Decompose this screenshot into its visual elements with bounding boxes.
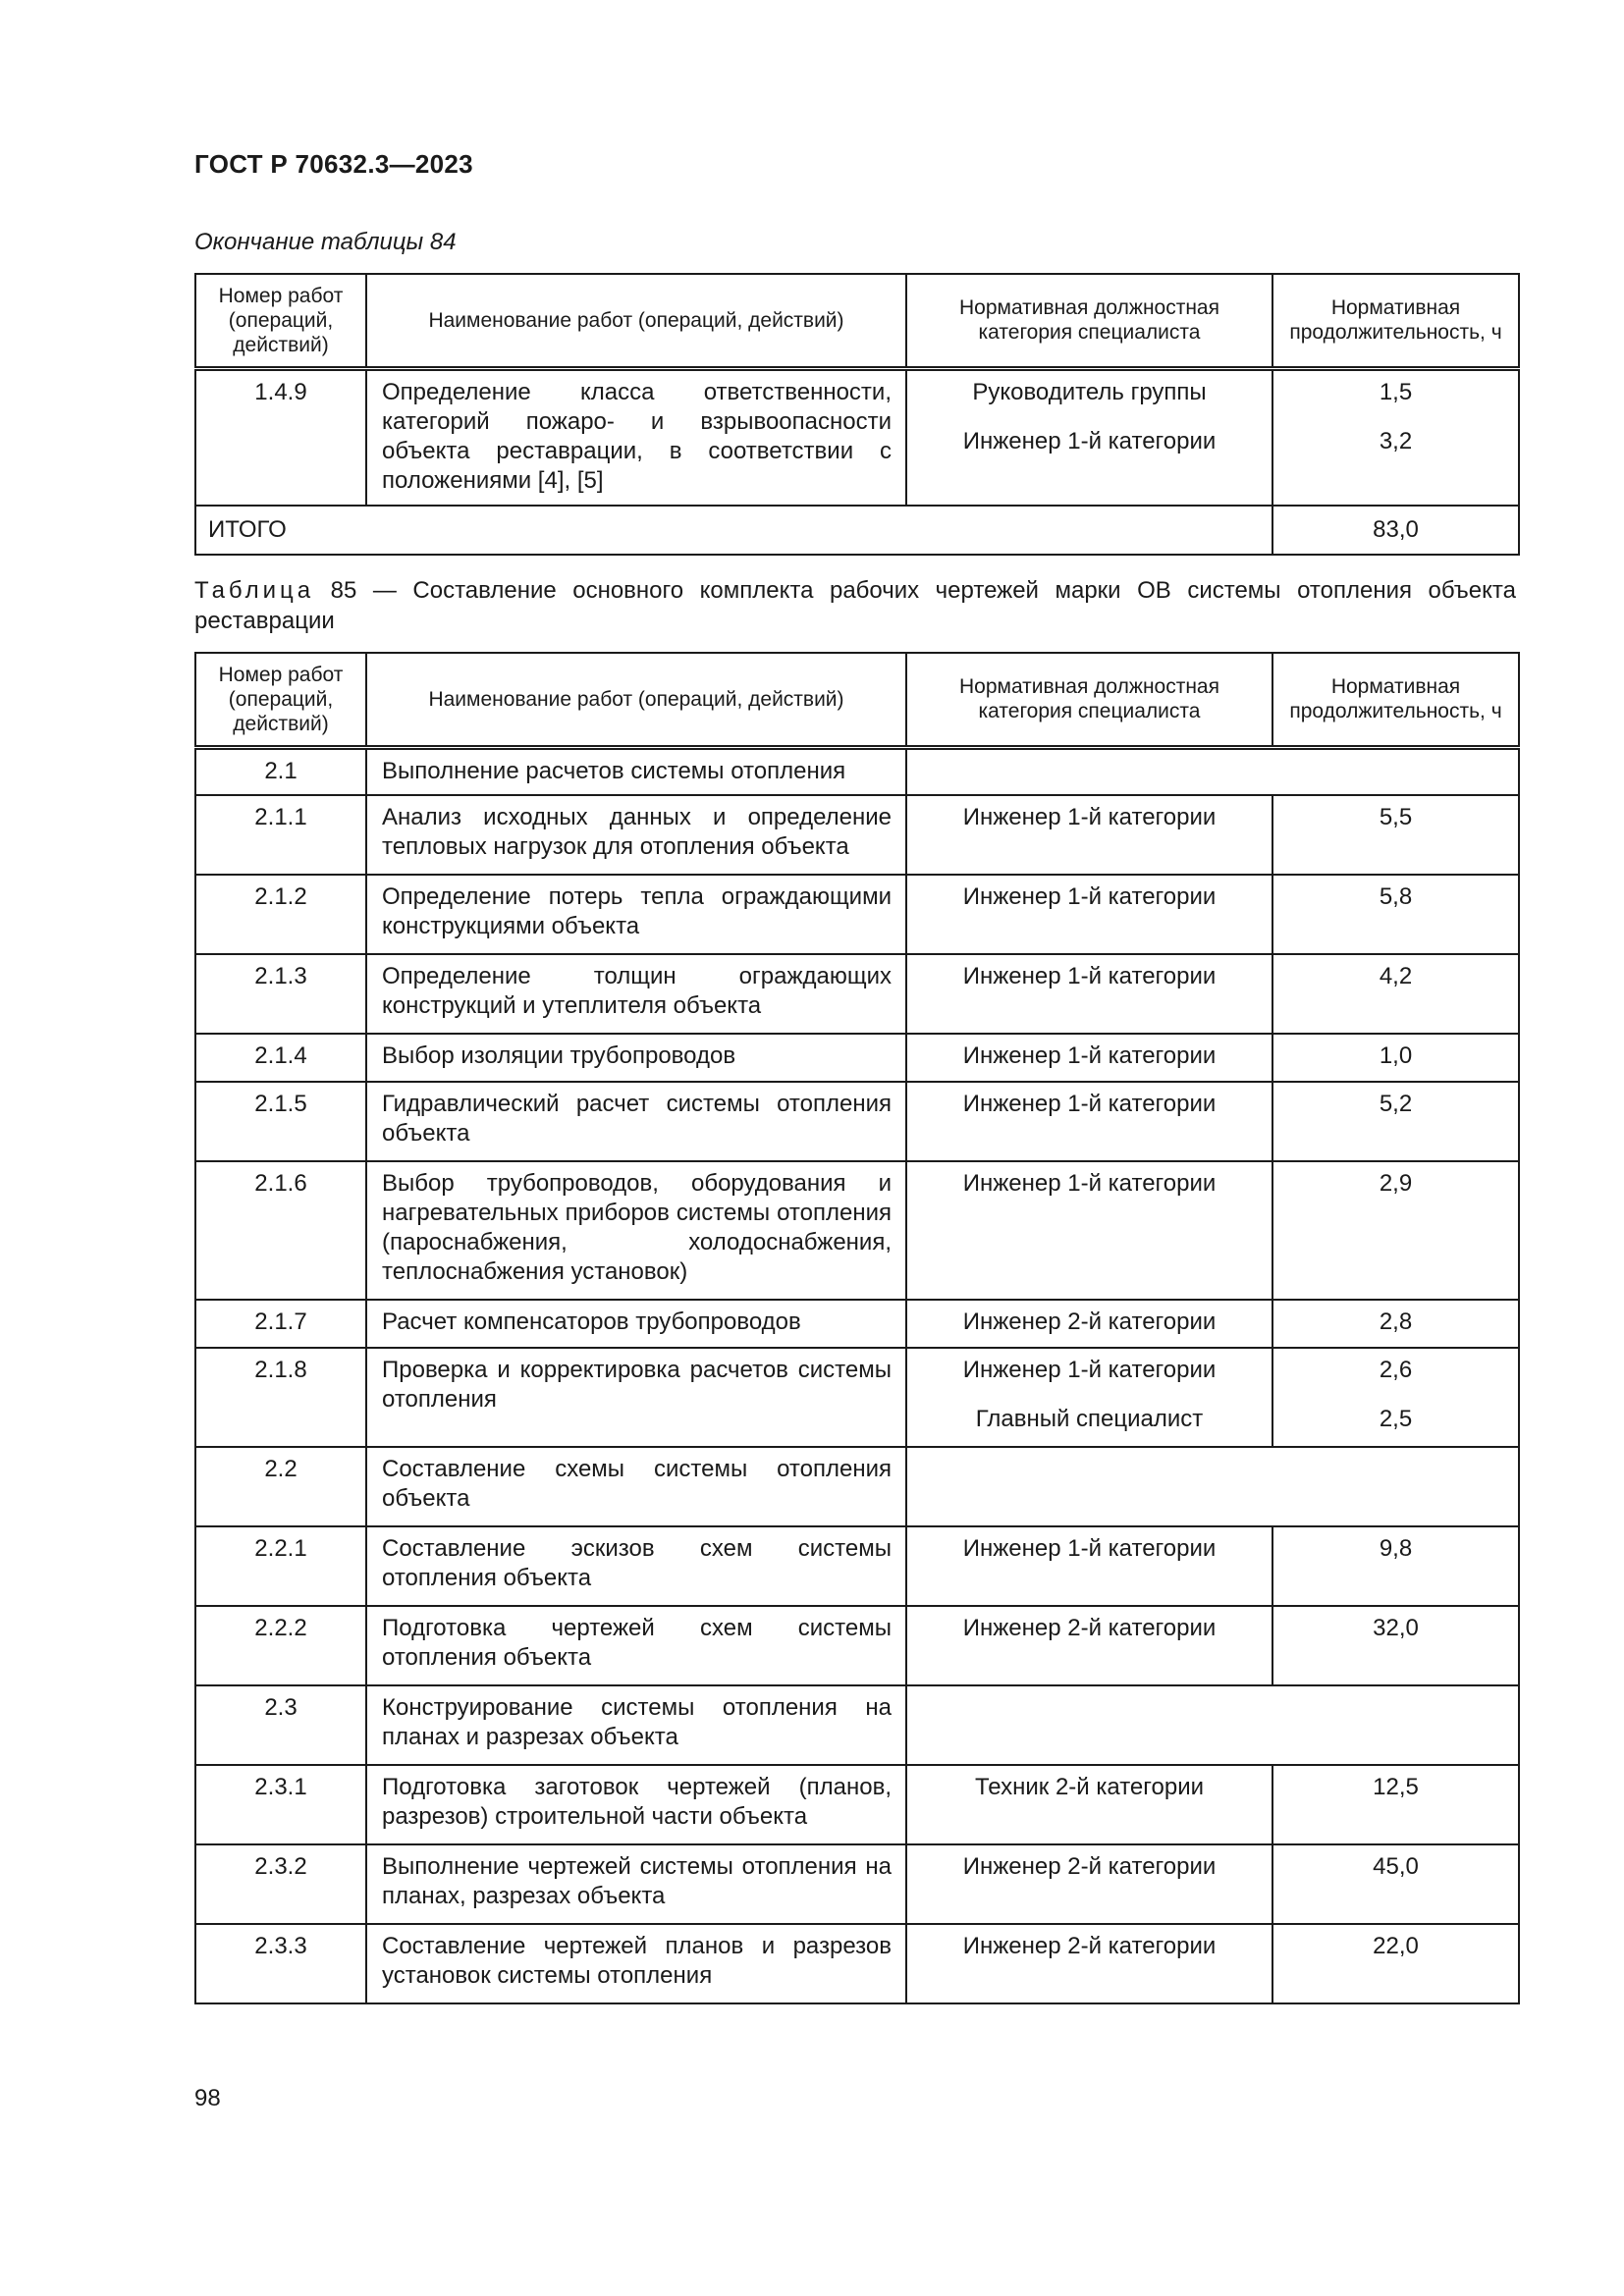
row-category [906, 954, 1272, 1034]
document-code: ГОСТ Р 70632.3—2023 [194, 149, 473, 179]
duration-line: 22,0 [1373, 1933, 1419, 1959]
category-line: Инженер 2-й категории [962, 1853, 1217, 1880]
table-row [195, 1606, 1519, 1685]
row-name: Расчет компенсаторов трубопроводов [366, 1300, 906, 1348]
row-duration [1272, 795, 1519, 875]
total-value: 83,0 [1272, 506, 1519, 555]
duration-line: 4,2 [1379, 963, 1413, 989]
duration-line: 2,6 [1379, 1357, 1413, 1383]
col-header-name: Наименование работ (операций, действий) [366, 274, 906, 368]
row-duration [1272, 1765, 1519, 1844]
category-line: Инженер 1-й категории [962, 1170, 1217, 1197]
duration-line: 3,2 [1379, 427, 1413, 454]
table-row [195, 368, 1519, 506]
row-name: Подготовка заготовок чертежей (планов, разрезов) строительной части объекта [366, 1765, 906, 1844]
table-85-body [195, 747, 1519, 2003]
page-number: 98 [194, 2085, 221, 2111]
row-category [906, 1844, 1272, 1924]
row-category [906, 1606, 1272, 1685]
table-row [195, 1300, 1519, 1348]
row-category [906, 1161, 1272, 1300]
total-label: ИТОГО [195, 506, 1272, 555]
table-row [195, 1348, 1519, 1447]
table-85-header-row [195, 653, 1519, 747]
table-row [195, 795, 1519, 875]
duration-line: 32,0 [1373, 1615, 1419, 1641]
section-empty-cell [906, 1685, 1519, 1765]
row-category [906, 1034, 1272, 1082]
category-line: Инженер 1-й категории [962, 804, 1217, 830]
section-empty-cell [906, 747, 1519, 795]
table-row [195, 1924, 1519, 2003]
table-row [195, 1844, 1519, 1924]
table-label: Таблица [194, 577, 315, 604]
row-name: Выполнение расчетов системы отопления [366, 747, 906, 795]
row-number: 2.2.2 [195, 1606, 366, 1685]
row-category [906, 1300, 1272, 1348]
row-duration [1272, 1844, 1519, 1924]
col-header-duration: Нормативная продолжительность, ч [1272, 653, 1519, 747]
table-row [195, 1161, 1519, 1300]
row-name: Гидравлический расчет системы отопления объекта [366, 1082, 906, 1161]
duration-line: 5,5 [1379, 804, 1413, 830]
category-line: Инженер 2-й категории [962, 1615, 1217, 1641]
row-duration [1272, 1300, 1519, 1348]
row-name: Конструирование системы отопления на планах и разрезах объекта [366, 1685, 906, 1765]
row-number: 2.3 [195, 1685, 366, 1765]
row-duration [1272, 368, 1519, 506]
row-category [906, 875, 1272, 954]
row-number: 2.2.1 [195, 1526, 366, 1606]
row-duration [1272, 1526, 1519, 1606]
duration-line: 1,0 [1379, 1042, 1413, 1069]
row-name: Выбор изоляции трубопроводов [366, 1034, 906, 1082]
row-name: Определение класса ответственности, категорий пожаро- и взрывоопасности объекта реставрации, в соответствии с положениями [4], [5] [366, 368, 906, 506]
duration-line: 2,9 [1379, 1170, 1413, 1197]
row-category [906, 795, 1272, 875]
category-line: Главный специалист [975, 1406, 1204, 1432]
category-line: Инженер 2-й категории [962, 1308, 1217, 1335]
row-category [906, 1765, 1272, 1844]
row-number: 2.2 [195, 1447, 366, 1526]
row-category [906, 1924, 1272, 2003]
row-number: 2.1.5 [195, 1082, 366, 1161]
table-row [195, 1526, 1519, 1606]
category-line: Руководитель группы [972, 378, 1207, 405]
col-header-name: Наименование работ (операций, действий) [366, 653, 906, 747]
category-line: Инженер 1-й категории [962, 1042, 1217, 1069]
row-category [906, 1526, 1272, 1606]
row-category [906, 1348, 1272, 1447]
row-duration [1272, 1348, 1519, 1447]
table-row [195, 747, 1519, 795]
row-number: 2.1.8 [195, 1348, 366, 1447]
col-header-number: Номер работ (операций, действий) [195, 274, 366, 368]
table-85-caption [194, 575, 1516, 636]
row-name: Подготовка чертежей схем системы отопления объекта [366, 1606, 906, 1685]
category-line: Инженер 1-й категории [962, 963, 1217, 989]
row-number: 2.1.6 [195, 1161, 366, 1300]
total-row [195, 506, 1519, 555]
table-row [195, 954, 1519, 1034]
duration-line: 12,5 [1373, 1774, 1419, 1800]
duration-line: 2,8 [1379, 1308, 1413, 1335]
category-line: Инженер 1-й категории [962, 1357, 1217, 1383]
row-name: Составление эскизов схем системы отопления объекта [366, 1526, 906, 1606]
table-85 [194, 652, 1520, 2004]
row-duration [1272, 875, 1519, 954]
row-number: 2.3.2 [195, 1844, 366, 1924]
row-number: 2.1.1 [195, 795, 366, 875]
row-category [906, 1082, 1272, 1161]
row-duration [1272, 954, 1519, 1034]
category-line: Техник 2-й категории [974, 1774, 1205, 1800]
row-name: Составление схемы системы отопления объекта [366, 1447, 906, 1526]
table-row [195, 1447, 1519, 1526]
row-name: Составление чертежей планов и разрезов установок системы отопления [366, 1924, 906, 2003]
table-row [195, 1765, 1519, 1844]
row-duration [1272, 1924, 1519, 2003]
row-number: 2.1 [195, 747, 366, 795]
duration-line: 5,8 [1379, 883, 1413, 910]
row-number: 2.1.4 [195, 1034, 366, 1082]
table-continuation-caption: Окончание таблицы 84 [194, 229, 457, 255]
row-name: Выполнение чертежей системы отопления на планах, разрезах объекта [366, 1844, 906, 1924]
row-duration [1272, 1161, 1519, 1300]
duration-line: 5,2 [1379, 1091, 1413, 1117]
row-number: 2.1.3 [195, 954, 366, 1034]
table-84-header-row [195, 274, 1519, 368]
row-number: 2.1.2 [195, 875, 366, 954]
row-name: Выбор трубопроводов, оборудования и нагревательных приборов системы отопления (пароснабжения, холодоснабжения, теплоснабжения установок) [366, 1161, 906, 1300]
col-header-duration: Нормативная продолжительность, ч [1272, 274, 1519, 368]
row-duration [1272, 1082, 1519, 1161]
table-row [195, 1685, 1519, 1765]
row-number: 2.3.1 [195, 1765, 366, 1844]
row-name: Анализ исходных данных и определение тепловых нагрузок для отопления объекта [366, 795, 906, 875]
col-header-category: Нормативная должностная категория специалиста [906, 653, 1272, 747]
row-duration [1272, 1606, 1519, 1685]
category-line: Инженер 2-й категории [962, 1933, 1217, 1959]
table-84 [194, 273, 1520, 556]
row-number: 2.3.3 [195, 1924, 366, 2003]
row-number: 1.4.9 [195, 368, 366, 506]
category-line: Инженер 1-й категории [962, 1091, 1217, 1117]
section-empty-cell [906, 1447, 1519, 1526]
table-85-title: 85 — Составление основного комплекта рабочих чертежей марки ОВ системы отопления объекта реставрации [194, 577, 1516, 634]
row-name: Определение потерь тепла ограждающими конструкциями объекта [366, 875, 906, 954]
row-name: Определение толщин ограждающих конструкций и утеплителя объекта [366, 954, 906, 1034]
table-row [195, 875, 1519, 954]
row-duration [1272, 1034, 1519, 1082]
duration-line: 9,8 [1379, 1535, 1413, 1562]
row-number: 2.1.7 [195, 1300, 366, 1348]
table-row [195, 1082, 1519, 1161]
duration-line: 2,5 [1379, 1406, 1413, 1432]
category-line: Инженер 1-й категории [962, 427, 1217, 454]
category-line: Инженер 1-й категории [962, 883, 1217, 910]
row-category [906, 368, 1272, 506]
duration-line: 1,5 [1379, 378, 1413, 405]
table-row [195, 1034, 1519, 1082]
col-header-number: Номер работ (операций, действий) [195, 653, 366, 747]
col-header-category: Нормативная должностная категория специалиста [906, 274, 1272, 368]
row-name: Проверка и корректировка расчетов системы отопления [366, 1348, 906, 1447]
category-line: Инженер 1-й категории [962, 1535, 1217, 1562]
duration-line: 45,0 [1373, 1853, 1419, 1880]
